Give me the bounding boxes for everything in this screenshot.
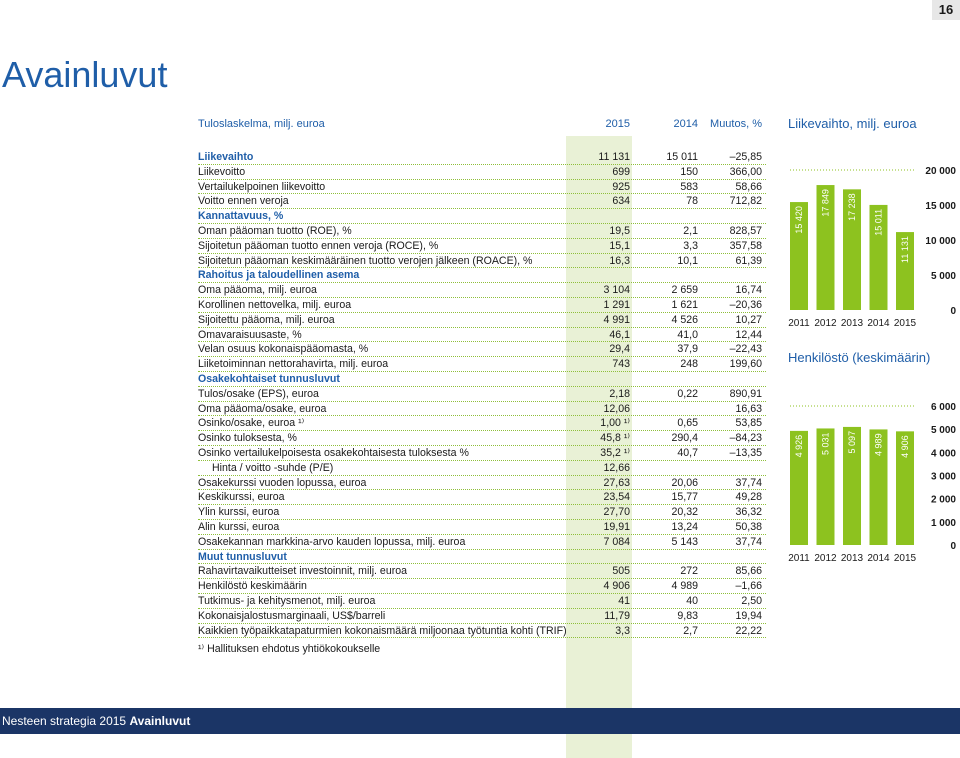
- value-2014: 9,83: [677, 609, 698, 622]
- table-row: [198, 254, 766, 269]
- y-tick-label: 0: [950, 541, 956, 552]
- value-2015: 35,2 ¹⁾: [600, 446, 630, 459]
- value-2015: 12,66: [603, 461, 630, 474]
- table-row: [198, 165, 766, 180]
- value-2015: 41: [618, 594, 630, 607]
- y-tick-label: 1 000: [930, 517, 956, 529]
- x-tick-label: 2013: [840, 318, 864, 329]
- footnote: ¹⁾ Hallituksen ehdotus yhtiökokoukselle: [198, 643, 381, 655]
- value-change: 37,74: [735, 476, 762, 489]
- table-row: [198, 209, 766, 224]
- row-label: Vertailukelpoinen liikevoitto: [198, 180, 326, 193]
- value-change: 16,63: [735, 402, 762, 415]
- value-2014: 40,7: [677, 446, 698, 459]
- y-tick-label: 10 000: [925, 236, 956, 247]
- value-2015: 505: [612, 565, 630, 578]
- row-label: Hinta / voitto -suhde (P/E): [212, 461, 334, 474]
- table-row: [198, 476, 766, 491]
- value-2014: 40: [686, 594, 698, 607]
- table-row: [198, 505, 766, 520]
- y-tick-label: 2 000: [930, 494, 956, 506]
- value-2015: 7 084: [603, 535, 630, 548]
- x-tick-label: 2011: [788, 318, 810, 329]
- bar-value-label: 11 131: [900, 236, 910, 263]
- value-2014: 20,06: [671, 476, 698, 489]
- value-2015: 23,54: [603, 491, 630, 504]
- y-tick-label: 6 000: [930, 402, 956, 413]
- footer-text: Nesteen strategia 2015: [2, 714, 127, 728]
- row-label: Liikevaihto: [198, 151, 254, 163]
- y-tick-label: 15 000: [925, 201, 956, 212]
- value-2014: 2,7: [683, 624, 698, 637]
- value-2014: 4 989: [671, 580, 698, 593]
- row-label: Kannattavuus, %: [198, 210, 284, 223]
- row-label: Rahoitus ja taloudellinen asema: [198, 269, 360, 282]
- x-tick-label: 2015: [893, 318, 917, 329]
- row-label: Kaikkien työpaikkatapaturmien kokonaismäärä miljoonaa työtuntia kohti (TRIF): [198, 624, 567, 637]
- row-label: Sijoitetun pääoman keskimääräinen tuotto verojen jälkeen (ROACE), %: [198, 254, 533, 267]
- row-label: Rahavirtavaikutteiset investoinnit, milj. euroa: [198, 565, 408, 578]
- value-2014: 10,1: [677, 254, 698, 267]
- header-2014: 2014: [673, 118, 698, 130]
- value-change: 22,22: [735, 624, 762, 637]
- value-change: 85,66: [735, 565, 762, 578]
- y-tick-label: 0: [950, 306, 956, 317]
- personnel-chart: [786, 388, 960, 568]
- row-label: Sijoitetun pääoman tuotto ennen veroja (ROCE), %: [198, 239, 439, 252]
- value-change: 61,39: [735, 254, 762, 267]
- value-2014: 78: [686, 195, 698, 208]
- bar-value-label: 15 420: [794, 206, 804, 234]
- value-2015: 4 906: [603, 580, 630, 593]
- value-2015: 12,06: [603, 402, 630, 415]
- value-2015: 4 991: [603, 313, 630, 326]
- x-tick-label: 2013: [840, 553, 864, 564]
- value-change: 16,74: [735, 284, 762, 297]
- value-2015: 1 291: [603, 298, 630, 311]
- row-label: Oma pääoma, milj. euroa: [198, 284, 317, 297]
- table-row: [198, 594, 766, 609]
- y-tick-label: 20 000: [925, 166, 956, 177]
- value-2014: 15 011: [666, 151, 698, 163]
- value-2014: 0,22: [677, 387, 698, 400]
- row-label: Ylin kurssi, euroa: [198, 506, 280, 519]
- table-row: [198, 298, 766, 313]
- x-tick-label: 2014: [867, 318, 890, 329]
- table-row: [198, 446, 766, 461]
- y-tick-label: 5 000: [930, 425, 956, 437]
- table-header: [198, 118, 766, 134]
- table-row: [198, 624, 766, 639]
- bar-value-label: 4 906: [900, 435, 910, 458]
- y-tick-label: 4 000: [930, 448, 956, 460]
- value-2015: 1,00 ¹⁾: [600, 417, 630, 430]
- value-2014: 2,1: [683, 224, 698, 237]
- table-row: [198, 372, 766, 387]
- value-change: 19,94: [735, 609, 762, 622]
- value-change: 890,91: [729, 387, 762, 400]
- value-2014: 13,24: [671, 520, 698, 533]
- table-row: [198, 194, 766, 209]
- revenue-chart: [786, 150, 960, 340]
- value-2015: 3 104: [603, 284, 630, 297]
- table-row: [198, 535, 766, 550]
- page-number: 16: [932, 0, 960, 20]
- row-label: Alin kurssi, euroa: [198, 520, 280, 533]
- value-2015: 11 131: [598, 151, 630, 163]
- bar-value-label: 5 097: [847, 430, 857, 454]
- value-change: 2,50: [741, 594, 762, 607]
- value-2015: 29,4: [609, 343, 630, 356]
- table-row: [198, 490, 766, 505]
- value-change: –84,23: [729, 432, 762, 445]
- row-label: Sijoitettu pääoma, milj. euroa: [198, 313, 335, 326]
- table-row: [198, 461, 766, 476]
- value-change: –25,85: [729, 151, 762, 163]
- value-2014: 41,0: [677, 328, 698, 341]
- value-change: 12,44: [735, 328, 762, 341]
- value-change: 828,57: [729, 224, 762, 237]
- value-change: –22,43: [729, 343, 762, 356]
- value-change: 49,28: [735, 491, 762, 504]
- value-change: 366,00: [729, 165, 762, 178]
- value-2014: 20,32: [671, 506, 698, 519]
- row-label: Tulos/osake (EPS), euroa: [198, 387, 319, 400]
- value-2014: 15,77: [671, 491, 698, 504]
- table-row: [198, 328, 766, 343]
- value-2015: 699: [612, 165, 630, 178]
- row-label: Osakekohtaiset tunnusluvut: [198, 372, 340, 385]
- table-row: [198, 239, 766, 254]
- header-2015: 2015: [605, 118, 630, 130]
- value-change: –20,36: [729, 298, 762, 311]
- x-tick-label: 2012: [814, 318, 837, 329]
- x-tick-label: 2012: [814, 553, 837, 564]
- row-label: Liiketoiminnan nettorahavirta, milj. euroa: [198, 358, 389, 371]
- value-change: 36,32: [735, 506, 762, 519]
- value-2014: 4 526: [671, 313, 698, 326]
- y-tick-label: 3 000: [930, 471, 956, 483]
- table-row: [198, 268, 766, 283]
- table-row: [198, 564, 766, 579]
- row-label: Keskikurssi, euroa: [198, 491, 285, 504]
- row-label: Muut tunnusluvut: [198, 550, 287, 563]
- value-2014: 0,65: [677, 417, 698, 430]
- value-2015: 16,3: [609, 254, 630, 267]
- table-row: [198, 342, 766, 357]
- table-row: [198, 313, 766, 328]
- value-2014: 583: [680, 180, 698, 193]
- row-label: Osinko tuloksesta, %: [198, 432, 297, 445]
- value-2015: 925: [612, 180, 630, 193]
- value-2014: 3,3: [683, 239, 698, 252]
- value-2014: 290,4: [671, 432, 698, 445]
- row-label: Osakekannan markkina-arvo kauden lopussa, milj. euroa: [198, 535, 466, 548]
- value-2014: 37,9: [677, 343, 698, 356]
- x-tick-label: 2015: [893, 553, 917, 564]
- table-row: [198, 224, 766, 239]
- row-label: Liikevoitto: [198, 165, 246, 178]
- value-2015: 634: [612, 195, 630, 208]
- header-change: Muutos, %: [710, 118, 762, 130]
- row-label: Tutkimus- ja kehitysmenot, milj. euroa: [198, 594, 376, 607]
- value-2015: 45,8 ¹⁾: [600, 432, 630, 445]
- value-change: 53,85: [735, 417, 762, 430]
- page-title: Avainluvut: [2, 54, 168, 95]
- value-2015: 2,18: [609, 387, 630, 400]
- table-row: [198, 402, 766, 417]
- table-row: [198, 357, 766, 372]
- chart-title-revenue: Liikevaihto, milj. euroa: [788, 116, 917, 131]
- table-row: [198, 416, 766, 431]
- value-2015: 19,91: [603, 520, 630, 533]
- row-label: Osakekurssi vuoden lopussa, euroa: [198, 476, 367, 489]
- value-change: 199,60: [729, 358, 762, 371]
- row-label: Voitto ennen veroja: [198, 195, 289, 208]
- value-2014: 2 659: [671, 284, 698, 297]
- chart-title-personnel: Henkilöstö (keskimäärin): [788, 350, 931, 365]
- row-label: Korollinen nettovelka, milj. euroa: [198, 298, 352, 311]
- table-row: [198, 387, 766, 402]
- row-label: Velan osuus kokonaispääomasta, %: [198, 343, 369, 356]
- value-change: 50,38: [735, 520, 762, 533]
- table-row: [198, 520, 766, 535]
- value-change: 712,82: [729, 195, 762, 208]
- value-change: 357,58: [729, 239, 762, 252]
- x-tick-label: 2011: [788, 553, 810, 564]
- row-label: Omavaraisuusaste, %: [198, 328, 302, 341]
- value-change: 10,27: [735, 313, 762, 326]
- row-label: Oma pääoma/osake, euroa: [198, 402, 327, 415]
- value-2014: 1 621: [671, 298, 698, 311]
- value-2015: 743: [612, 358, 630, 371]
- value-2014: 150: [680, 165, 698, 178]
- value-2015: 11,79: [604, 609, 630, 622]
- row-label: Oman pääoman tuotto (ROE), %: [198, 224, 352, 237]
- value-2014: 248: [680, 358, 698, 371]
- value-change: –13,35: [729, 446, 762, 459]
- value-change: 37,74: [735, 535, 762, 548]
- value-2015: 3,3: [615, 624, 630, 637]
- value-2015: 27,63: [603, 476, 630, 489]
- row-label: Osinko/osake, euroa ¹⁾: [198, 417, 305, 430]
- table-row: [198, 550, 766, 565]
- row-label: Henkilöstö keskimäärin: [198, 580, 307, 593]
- table-row: [198, 579, 766, 594]
- header-label: Tuloslaskelma, milj. euroa: [198, 118, 325, 130]
- row-label: Kokonaisjalostusmarginaali, US$/barreli: [198, 609, 386, 622]
- value-2015: 27,70: [603, 506, 630, 519]
- footer-section: Avainluvut: [129, 714, 191, 728]
- bar-value-label: 5 031: [820, 432, 831, 455]
- value-2014: 272: [680, 565, 698, 578]
- table-row: [198, 609, 766, 624]
- value-2015: 19,5: [609, 224, 630, 237]
- value-2014: 5 143: [671, 535, 698, 548]
- bar-value-label: 15 011: [873, 208, 884, 236]
- x-tick-label: 2014: [867, 553, 890, 564]
- value-2015: 15,1: [609, 239, 630, 252]
- table-row: [198, 431, 766, 446]
- y-tick-label: 5 000: [930, 271, 956, 282]
- bar-value-label: 17 238: [847, 193, 857, 221]
- footer: [0, 708, 960, 734]
- table-row: [198, 180, 766, 195]
- table-row: [198, 283, 766, 298]
- value-change: 58,66: [735, 180, 762, 193]
- row-label: Osinko vertailukelpoisesta osakekohtaisesta tuloksesta %: [198, 446, 469, 459]
- bar-value-label: 4 989: [873, 433, 884, 456]
- bar-value-label: 4 926: [794, 434, 804, 458]
- value-change: –1,66: [735, 580, 762, 593]
- table-row: [198, 150, 766, 165]
- value-2015: 46,1: [609, 328, 630, 341]
- bar-value-label: 17 849: [820, 189, 831, 217]
- table-body: [198, 150, 766, 638]
